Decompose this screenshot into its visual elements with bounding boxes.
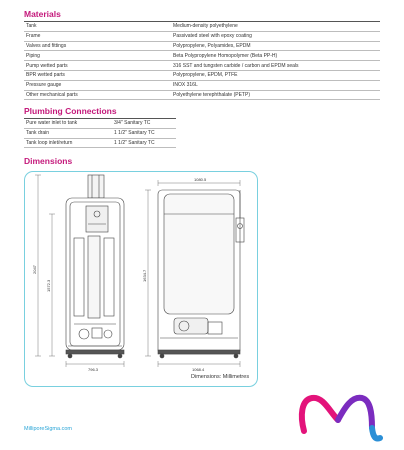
table-cell: INOX 316L <box>171 80 380 90</box>
table-cell: BPR wetted parts <box>24 70 171 80</box>
table-cell: Polyethylene terephthalate (PETP) <box>171 90 380 100</box>
side-height-label: 1634.7 <box>142 269 147 282</box>
table-cell: Piping <box>24 51 171 61</box>
dimensions-caption: Dimensions: Millimetres <box>191 374 250 380</box>
front-height-total-label: 2047 <box>32 265 37 274</box>
table-cell: Pump wetted parts <box>24 61 171 71</box>
table-cell: Passivated steel with epoxy coating <box>171 31 380 41</box>
table-cell: Frame <box>24 31 171 41</box>
front-view-drawing <box>66 175 124 358</box>
table-cell: 1 1/2" Sanitary TC <box>112 138 176 148</box>
table-cell: Polypropylene, Polyamides, EPDM <box>171 41 380 51</box>
side-width-top-label: 1080.5 <box>194 177 207 182</box>
footer-website-link[interactable]: MilliporeSigma.com <box>24 426 72 432</box>
table-cell: 316 SST and tungsten carbide / carbon and EPDM seals <box>171 61 380 71</box>
table-cell: Tank loop inlet/return <box>24 138 112 148</box>
side-width-bottom-label: 1068.4 <box>192 367 205 372</box>
table-cell: Tank <box>24 22 171 32</box>
table-cell: Other mechanical parts <box>24 90 171 100</box>
table-cell: Medium-density polyethylene <box>171 22 380 32</box>
table-cell: Pure water inlet to tank <box>24 119 112 129</box>
plumbing-heading: Plumbing Connections <box>24 106 117 116</box>
table-cell: Valves and fittings <box>24 41 171 51</box>
table-cell: 1 1/2" Sanitary TC <box>112 128 176 138</box>
front-height-inner-label: 1572.3 <box>46 279 51 292</box>
side-view-drawing <box>158 190 244 358</box>
table-cell: Pressure gauge <box>24 80 171 90</box>
table-cell: Tank drain <box>24 128 112 138</box>
milliporesigma-m-logo <box>302 398 380 439</box>
materials-heading: Materials <box>24 9 61 19</box>
table-cell: Beta Polypropylene Homopolymer (Beta PP-H) <box>171 51 380 61</box>
front-width-label: 796.3 <box>88 367 99 372</box>
table-cell: Polypropylene, EPDM, PTFE <box>171 70 380 80</box>
table-cell: 3/4" Sanitary TC <box>112 119 176 129</box>
dimensions-heading: Dimensions <box>24 156 73 166</box>
